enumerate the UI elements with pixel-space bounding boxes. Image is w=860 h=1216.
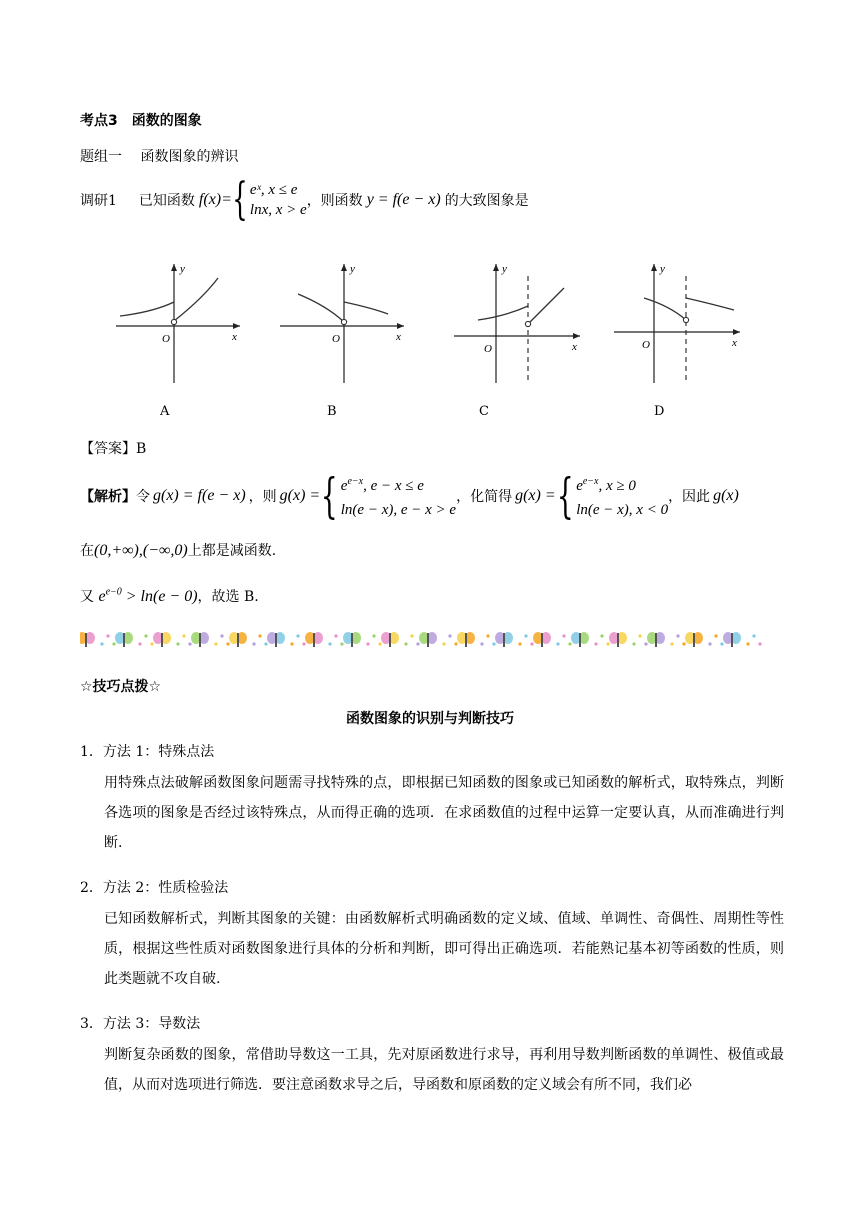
origin-label: O [162,333,170,345]
dot-icon [226,642,229,645]
analysis-line3-b: ，故选 B. [197,589,259,605]
problem-then: ，则函数 [306,193,363,209]
analysis-s-case-2: ln(e − x), x < 0 [576,502,669,518]
dot-icon [758,642,761,645]
analysis-line2-b: 上都是减函数. [187,543,277,559]
origin-label: O [332,333,340,345]
tips-header: ☆技巧点拨☆ [80,679,162,695]
butterfly-icon [457,632,475,647]
butterfly-icon [609,632,627,647]
axis-x-label: x [396,331,401,343]
butterfly-icon [80,632,95,647]
option-label-b: B [327,404,337,419]
butterfly-icon [381,632,399,647]
butterfly-icon [647,632,665,647]
butterfly-icon [419,632,437,647]
option-label-c: C [479,404,489,419]
tips-title: 函数图象的识别与判断技巧 [346,711,514,727]
dot-icon [524,634,527,637]
dot-icon [302,642,305,645]
graph-option-b [272,258,412,388]
analysis-g-end: g(x) [713,487,739,504]
dot-icon [404,642,407,645]
analysis-gx-2: g(x) = [515,487,556,504]
axis-y-label: y [660,263,665,275]
method-2-heading: 2．方法 2：性质检验法 [80,880,229,896]
dot-icon [106,634,109,637]
analysis-piecewise-1: { $e^{e-x}$, e − x ≤ e ln(e − x), e − x > e [321,468,457,524]
dot-icon [176,642,179,645]
graph-option-d [608,258,748,388]
axis-x-label: x [572,341,577,353]
analysis-intervals: (0,+∞),(−∞,0) [94,542,188,559]
dot-icon [372,634,375,637]
dot-icon [492,642,495,645]
analysis-case-1: $e^{e-x}$, e − x ≤ e [340,476,424,494]
axis-y-label: y [180,263,185,275]
decorative-divider [80,628,780,652]
dot-icon [632,642,635,645]
dot-icon [720,642,723,645]
butterfly-icon [571,632,589,647]
problem-piecewise: { eˣ, x ≤ e lnx, x > e [232,174,307,225]
dot-icon [378,642,381,645]
dot-icon [150,642,153,645]
dot-icon [214,642,217,645]
dot-icon [334,634,337,637]
analysis-line2-a: 在 [80,543,94,559]
method-2-body: 已知函数解析式，判断其图象的关键：由函数解析式明确函数的定义域、值域、单调性、奇偶性、周期性等性质，根据这些性质对函数图象进行具体的分析和判断，即可得出正确选项．若能熟记基本初等函数的性质，则此类题就不攻自破. [104,911,784,987]
dot-icon [410,634,413,637]
butterfly-icon [153,632,171,647]
option-label-d: D [654,404,665,419]
dot-icon [138,642,141,645]
answer-label: 【答案】 [80,441,136,457]
dot-icon [290,642,293,645]
problem-case-1: eˣ, x ≤ e [249,182,298,198]
analysis-g-def: g(x) = f(e − x) [153,487,246,504]
problem-y-expr: y = f(e − x) [366,191,441,208]
dot-icon [606,642,609,645]
analysis-ze: ，则 [248,489,277,505]
analysis-gx: g(x) = [279,487,321,504]
origin-label: O [642,339,650,351]
analysis-simplify: ，化简得 [456,489,513,505]
dot-icon [676,634,679,637]
butterfly-icon [495,632,513,647]
butterfly-icon [229,632,247,647]
problem-case-2: lnx, x > e [249,202,307,218]
analysis-therefore: ，因此 [668,489,711,505]
method-3-body: 判断复杂函数的图象，常借助导数这一工具，先对原函数进行求导，再利用导数判断函数的单调性、极值或最值，从而对选项进行筛选．要注意函数求导之后，导函数和原函数的定义域会有所不同，我们必 [104,1047,784,1093]
butterfly-icon [685,632,703,647]
analysis-line-1 [80,470,739,522]
dot-icon [746,642,749,645]
dot-icon [100,642,103,645]
analysis-label: 【解析】 [80,489,136,505]
analysis-line-3 [80,586,259,606]
dot-icon [670,642,673,645]
dot-icon [366,642,369,645]
analysis-case-2: ln(e − x), e − x > e [340,502,457,518]
analysis-inequality: $e^{e-0} > \ln(e - 0)$ [98,586,198,605]
method-1-heading: 1．方法 1：特殊点法 [80,744,215,760]
method-3-heading: 3．方法 3：导数法 [80,1016,201,1032]
method-1-body: 用特殊点法破解函数图象问题需寻找特殊的点，即根据已知函数的图象或已知函数的解析式，取特殊点，判断各选项的图象是否经过该特殊点，从而得正确的选项．在求函数值的过程中运算一定要认真，从而准确进行判断. [104,775,784,851]
problem-statement [80,176,529,224]
axis-x-label: x [232,331,237,343]
problem-intro: 已知函数 [138,193,195,209]
dot-icon [708,642,711,645]
dot-icon [752,634,755,637]
analysis-s-case-1: $e^{e-x}$, x ≥ 0 [576,476,636,494]
axis-y-label: y [350,263,355,275]
butterfly-icon [305,632,323,647]
dot-icon [480,642,483,645]
dot-icon [264,642,267,645]
problem-label: 调研1 [80,193,117,209]
dot-icon [220,634,223,637]
dot-icon [188,642,191,645]
group-title: 题组一 函数图象的辨识 [80,149,239,165]
dot-icon [486,634,489,637]
dot-icon [714,634,717,637]
section-title: 考点3 函数的图象 [80,113,202,129]
analysis-line-2 [80,540,276,560]
dot-icon [556,642,559,645]
dot-icon [518,642,521,645]
dot-icon [594,642,597,645]
dot-icon [568,642,571,645]
dot-icon [448,634,451,637]
dot-icon [562,634,565,637]
option-label-a: A [160,404,170,419]
analysis-line3-a: 又 [80,589,94,605]
butterfly-icon [343,632,361,647]
analysis-ling: 令 [136,489,150,505]
dot-icon [638,634,641,637]
answer-value: B [136,441,147,457]
dot-icon [340,642,343,645]
dot-icon [454,642,457,645]
answer-line [80,438,146,458]
dot-icon [682,642,685,645]
dot-icon [442,642,445,645]
butterfly-icon [267,632,285,647]
axis-x-label: x [732,337,737,349]
butterfly-icon [191,632,209,647]
dot-icon [600,634,603,637]
butterfly-icon [723,632,741,647]
dot-icon [258,634,261,637]
dot-icon [182,634,185,637]
dot-icon [296,634,299,637]
dot-icon [530,642,533,645]
dot-icon [328,642,331,645]
dot-icon [416,642,419,645]
dot-icon [252,642,255,645]
graph-option-a [108,258,248,388]
butterfly-icon [533,632,551,647]
problem-tail: 的大致图象是 [444,193,529,209]
analysis-piecewise-2: { $e^{e-x}$, x ≥ 0 ln(e − x), x < 0 [556,468,669,524]
origin-label: O [484,343,492,355]
axis-y-label: y [502,263,507,275]
dot-icon [144,634,147,637]
problem-fx: f(x)= [198,191,232,208]
graph-option-c [448,258,588,388]
dot-icon [112,642,115,645]
dot-icon [644,642,647,645]
butterfly-icon [115,632,133,647]
